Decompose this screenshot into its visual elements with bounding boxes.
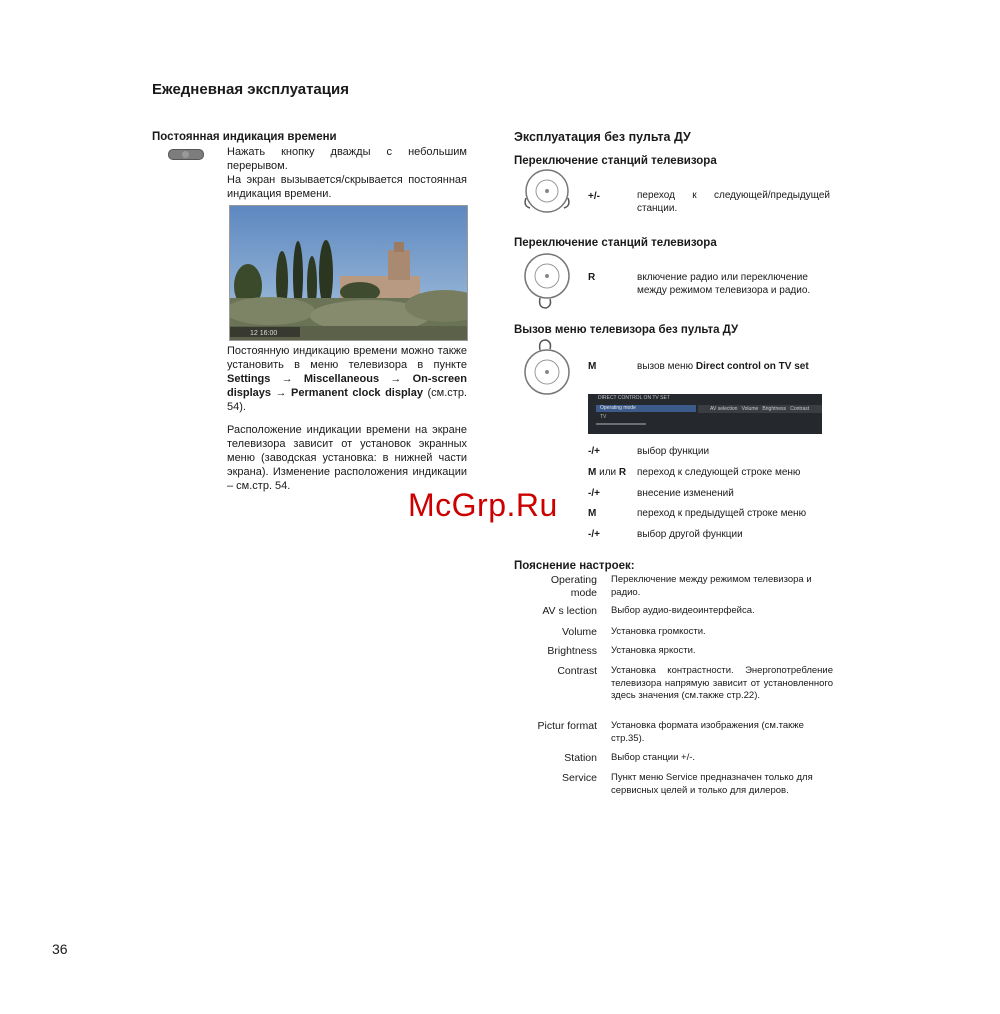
setting-desc-service: Пункт меню Service предназначен только для сервисных целей и только для дилеров. (611, 772, 813, 796)
section-2-desc: включение радио или переключение между режимом телевизора и радио. (637, 272, 811, 296)
step-text-2: На экран вызывается/скрывается постоянная индикация времени. (227, 174, 467, 200)
clock-heading: Постоянная индикация времени (152, 131, 337, 143)
section-3-desc: вызов меню Direct control on TV set (637, 361, 809, 372)
step-5-desc: выбор другой функции (637, 529, 743, 540)
section-1-desc: переход к следующей/предыдущей станции. (637, 190, 830, 214)
setting-desc-station: Выбор станции +/-. (611, 752, 696, 763)
section-3-key: M (588, 361, 597, 372)
setting-label-station: Station (564, 752, 597, 764)
step-text: Нажать кнопку дважды с небольшим перерывом. (227, 146, 467, 172)
tv-control-dial-radio-icon (520, 250, 574, 312)
explain-heading: Пояснение настроек: (514, 560, 635, 572)
setting-desc-picture-format: Установка формата изображения (см.также стр.35). (611, 720, 804, 744)
step-3-key: -/+ (588, 488, 600, 499)
setting-desc-volume: Установка громкости. (611, 626, 706, 637)
setting-label-contrast: Contrast (557, 665, 597, 677)
step-2-key: M или R (588, 467, 627, 478)
setting-desc-brightness: Установка яркости. (611, 645, 696, 656)
section-3-title: Вызов меню телевизора без пульта ДУ (514, 324, 739, 336)
setting-label-volume: Volume (561, 626, 597, 638)
tv-control-dial-menu-icon (520, 338, 574, 398)
tv-screen-photo (229, 205, 468, 341)
section-1-title: Переключение станций телевизора (514, 155, 717, 167)
direct-control-menu-screenshot (588, 394, 822, 434)
step-4-desc: переход к предыдущей строке меню (637, 508, 807, 519)
step-4-key: M (588, 508, 597, 519)
photo-clock-text: 12 16:00 (250, 330, 278, 337)
setting-desc-operating-mode: Переключение между режимом телевизора и радио. (611, 574, 812, 598)
step-1-key: -/+ (588, 446, 600, 457)
step-5-key: -/+ (588, 529, 600, 540)
setting-label-picture-format: Pictur format (537, 720, 597, 732)
menu-shot-item-1: Operating mode (600, 405, 636, 411)
para-2: Расположение индикации времени на экране телевизора зависит от установок экранных меню (заводская установка: в нижней части экрана). Изменение расположения индикации – см.стр. 54. (227, 424, 467, 492)
watermark-text: McGrp.Ru (408, 487, 558, 523)
setting-desc-contrast: Установка контрастности. Энергопотребление телевизора напрямую зависит от установленного здесь значения (см.также стр.22). (611, 665, 833, 701)
step-3-desc: внесение изменений (637, 488, 734, 499)
section-1-key: +/- (588, 191, 600, 202)
right-heading: Эксплуатация без пульта ДУ (514, 130, 691, 144)
menu-shot-title: DIRECT CONTROL ON TV SET (598, 395, 670, 401)
para-1: Постоянную индикацию времени можно также установить в меню телевизора в пункте Settings → Miscellaneous → On-screen displays → Permanent clock display (см.стр. 54). (227, 345, 467, 413)
section-2-title: Переключение станций телевизора (514, 237, 717, 249)
setting-desc-av-selection: Выбор аудио-видеоинтерфейса. (611, 605, 755, 616)
page-number: 36 (52, 941, 68, 957)
setting-label-operating-mode: Operating mode (550, 574, 597, 599)
tv-control-dial-icon (520, 168, 574, 214)
section-2-key: R (588, 272, 596, 283)
setting-label-brightness: Brightness (547, 645, 597, 657)
menu-shot-item-2: TV (600, 414, 607, 420)
setting-label-service: Service (561, 772, 597, 784)
page-title: Ежедневная эксплуатация (152, 81, 349, 98)
setting-label-av-selection: AV s lection (542, 605, 597, 617)
step-2-desc: переход к следующей строке меню (637, 467, 801, 478)
step-1-desc: выбор функции (637, 446, 710, 457)
landscape-image (230, 206, 467, 340)
remote-button-icon (168, 149, 204, 160)
menu-shot-items-right: AV selection Volume Brightness Contrast (710, 406, 810, 412)
